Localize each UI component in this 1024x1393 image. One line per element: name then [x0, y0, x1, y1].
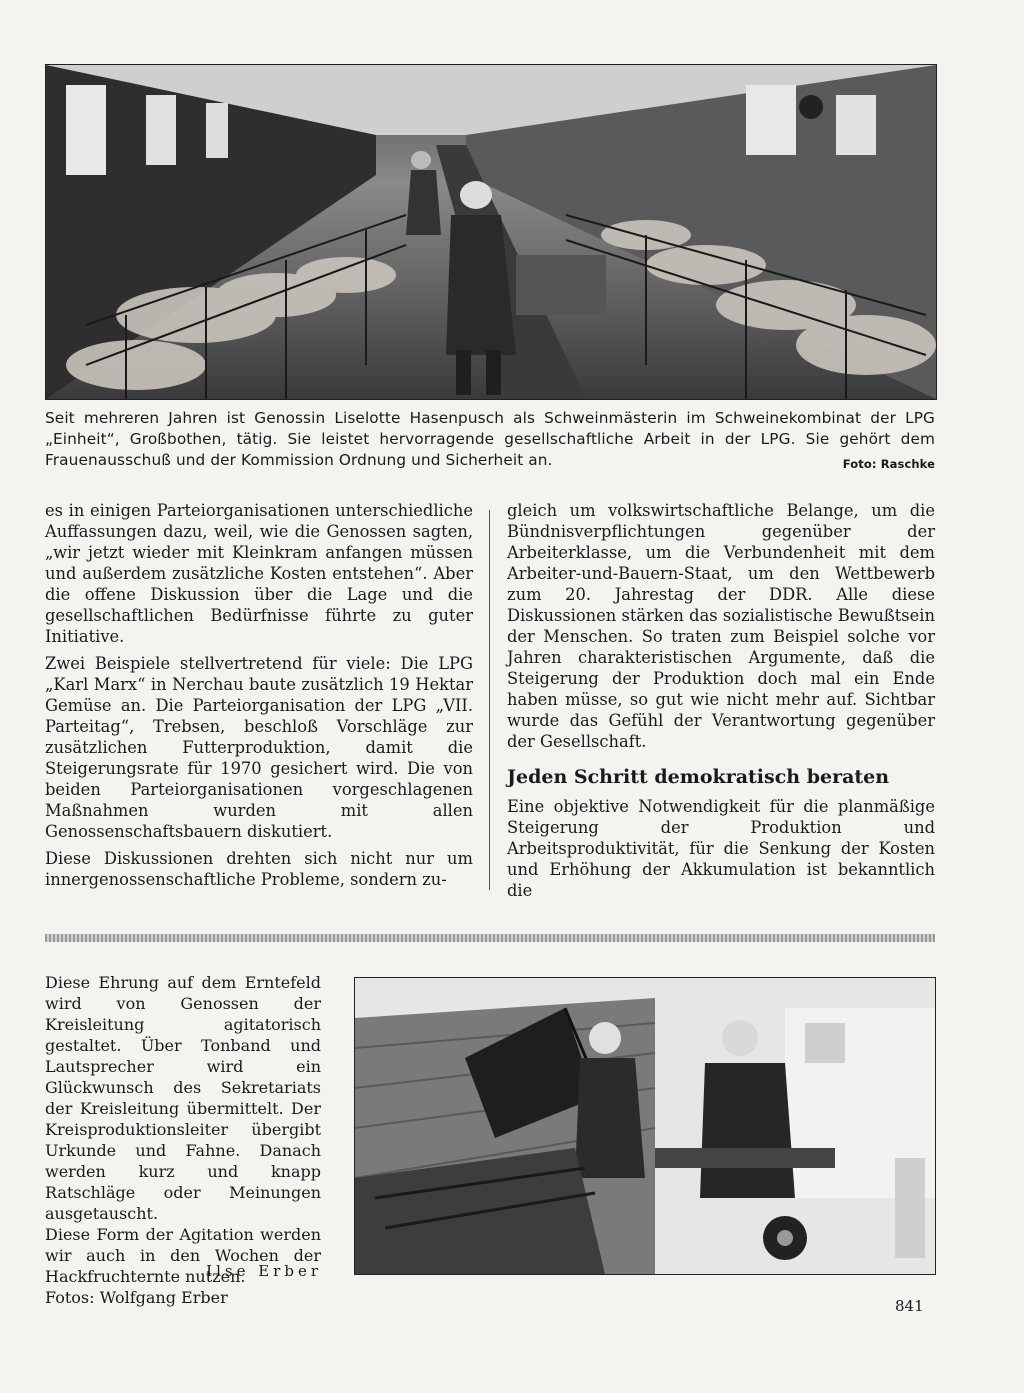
right-paragraph-1: gleich um volkswirtschaftliche Belange, um die Bündnisverpflichtungen gegenüber der Arbeiterklasse, um die Verbundenheit mit dem Arbeiter-und-Bauern-Staat, um den Wettbewerb zum 20. Jahrestag der DDR. Alle diese Diskussionen stärken das sozialistische Bewußtsein der Menschen. So traten zum Beispiel solche vor Jahren charakteristischen Argumente, daß die Steigerung der Produktion doch mal ein Ende haben müsse, so gut wie nicht mehr auf. Sichtbar wurde das Gefühl der Verantwortung gegenüber der Gesellschaft.: [507, 501, 935, 751]
section-divider: [45, 934, 935, 942]
photo-pig-barn: [45, 64, 937, 400]
caption-text: Seit mehreren Jahren ist Genossin Liselotte Hasenpusch als Schweinmästerin im Schweinekombinat der LPG „Einheit“, Großbothen, tätig. Sie leistet hervorragende gesellschaftliche Arbeit in der LPG. Sie gehört dem Frauenausschuß und der Kommission Ordnung und Sicherheit an.: [45, 409, 935, 469]
photo-harvest-field: [354, 977, 936, 1275]
author-name: Ilse Erber: [206, 1262, 322, 1280]
column-separator: [489, 510, 490, 890]
sidebar-paragraph-1: Diese Ehrung auf dem Erntefeld wird von Genossen der Kreisleitung agitatorisch gestaltet. Über Tonband und Lautsprecher wird ein Glückwunsch des Sekretariats der Kreisleitung übermittelt. Der Kreisproduktionsleiter übergibt Urkunde und Fahne. Danach werden kurz und knapp Ratschläge oder Meinungen ausgetauscht.: [45, 973, 321, 1223]
photo-caption: [45, 408, 935, 475]
left-column: [45, 500, 473, 896]
left-paragraph-1: es in einigen Parteiorganisationen unterschiedliche Auffassungen dazu, weil, wie die Genossen sagten, „wir jetzt wieder mit Kleinkram anfangen müssen und außerdem zusätzliche Kosten entstehen“. Aber die offene Diskussion über die Lage und die gesellschaftlichen Bedürfnisse führte zu guter Initiative.: [45, 501, 473, 646]
right-column: [507, 500, 935, 907]
right-paragraph-2: Eine objektive Notwendigkeit für die planmäßige Steigerung der Produktion und Arbeitsproduktivität, für die Senkung der Kosten und Erhöhung der Akkumulation ist bekanntlich die: [507, 797, 935, 900]
sidebar-text: [45, 972, 321, 1308]
sidebar-paragraph-2: Diese Form der Agitation werden wir auch in den Wochen der Hackfruchternte nutzen.: [45, 1225, 321, 1286]
page-number: 841: [895, 1297, 924, 1315]
section-heading: Jeden Schritt demokratisch beraten: [507, 766, 890, 788]
sidebar-photo-credit: Fotos: Wolfgang Erber: [45, 1288, 228, 1307]
left-paragraph-3: Diese Diskussionen drehten sich nicht nur um innergenossenschaftliche Probleme, sondern zu-: [45, 849, 473, 889]
caption-credit: Foto: Raschke: [842, 457, 935, 471]
left-paragraph-2: Zwei Beispiele stellvertretend für viele: Die LPG „Karl Marx“ in Nerchau baute zusätzlich 19 Hektar Gemüse an. Die Parteiorganisation der LPG „VII. Parteitag“, Trebsen, beschloß Vorschläge zur zusätzlichen Futterproduktion, damit die Steigerungsrate für 1970 gesichert wird. Die von beiden Parteiorganisationen vorgeschlagenen Maßnahmen wurden mit allen Genossenschaftsbauern diskutiert.: [45, 654, 473, 841]
